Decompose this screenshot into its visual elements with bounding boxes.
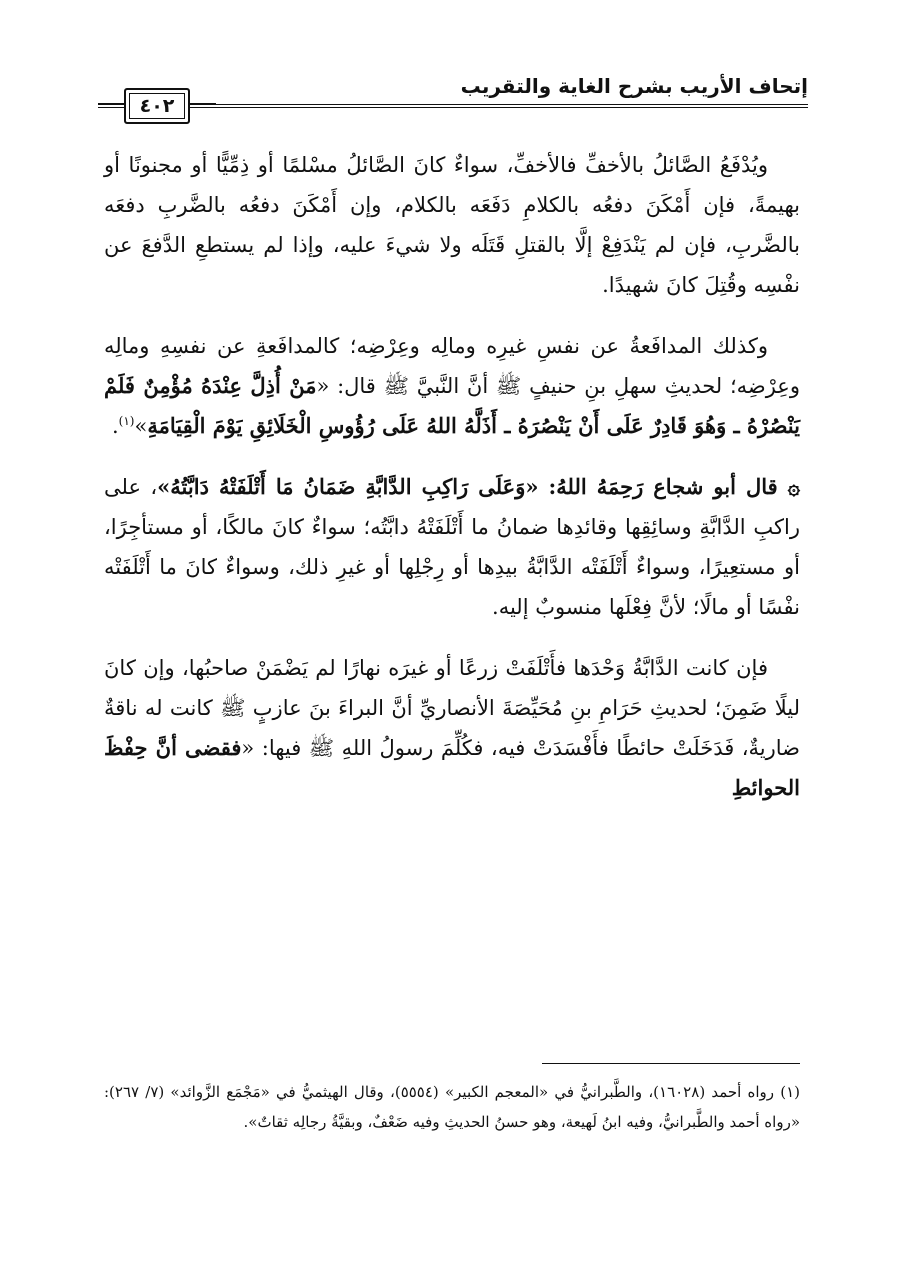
text-segment: وكذلك المدافَعةُ عن نفسِ غيرِه ومالِه وعِرْضِه؛ كالمدافَعةِ عن نفسِهِ ومالِه وعِرْضِه؛ لحديثِ سهلِ بنِ حنيفٍ ﷺ أنَّ النَّبيَّ ﷺ قال: « <box>104 334 800 398</box>
text-segment: فإن كانت الدَّابَّةُ وَحْدَها فأَتْلَفَتْ زرعًا أو غيرَه نهارًا لم يَضْمَنْ صاحبُها، وإن كانَ ليلًا ضَمِنَ؛ لحديثِ حَرَامِ بنِ مُحَيِّصَةَ الأنصاريِّ أنَّ البراءَ بنَ عازبٍ ﷺ كانت له ناقةٌ ضاريةٌ، فَدَخَلَتْ حائطًا فأَفْسَدَتْ فيه، فكُلِّمَ رسولُ اللهِ ﷺ فيها: « <box>104 656 801 760</box>
running-header <box>98 72 808 128</box>
footnote-ref[interactable]: (١) <box>118 414 135 428</box>
paragraph-4 <box>104 648 800 808</box>
footnotes <box>104 1077 800 1137</box>
paragraph-3 <box>104 467 800 627</box>
text-segment: ، على راكبِ الدَّابَّةِ وسائِقِها وقائدِها ضمانُ ما أَتْلَفَتْهُ دابَّتُه؛ سواءٌ كانَ مالكًا، أو مستأجِرًا، أو مستعِيرًا، وسواءٌ أَتْلَفَتْه الدَّابَّةُ بيدِها أو رِجْلِها أو غيرِ ذلك، وسواءٌ كانَ ما أَتْلَفَتْه نفْسًا أو مالًا؛ لأنَّ فِعْلَها منسوبٌ إليه. <box>104 475 800 619</box>
text-segment: . <box>111 414 119 438</box>
footnote-separator <box>542 1063 800 1064</box>
paragraph-2 <box>104 326 800 446</box>
badge-line-right <box>190 103 216 105</box>
hadith-text: مَنْ أُذِلَّ عِنْدَهُ مُؤْمِنٌ فَلَمْ يَنْصُرْهُ ـ وَهُوَ قَادِرٌ عَلَى أَنْ يَنْصُرَهُ ـ أَذَلَّهُ اللهُ عَلَى رُؤُوسِ الْخَلَائِقِ يَوْمَ الْقِيَامَةِ <box>104 373 800 438</box>
badge-line-left <box>98 103 124 105</box>
main-text <box>104 145 800 829</box>
page-number-badge <box>98 86 216 126</box>
paragraph-1 <box>104 145 800 305</box>
page-number: ٤٠٢ <box>124 88 190 124</box>
hadith-text: فقضى أنَّ حِفْظَ الحوائطِ <box>104 735 800 800</box>
text-segment: ويُدْفَعُ الصَّائلُ بالأخفِّ فالأخفِّ، سواءٌ كانَ الصَّائلُ مسْلمًا أو ذِمِّيًّا أو مجنونًا أو بهيمةً، فإن أَمْكَنَ دفعُه بالكلامِ دَفَعَه بالكلام، وإن أَمْكَنَ دفعُه بالضَّربِ دفعَه بالضَّربِ، فإن لم يَنْدَفِعْ إلَّا بالقتلِ قَتَلَه ولا شيءَ عليه، وإذا لم يستطعِ الدَّفعَ عن نفْسِه وقُتِلَ كانَ شهيدًا. <box>104 153 800 297</box>
footnote-1: (١) رواه أحمد (١٦٠٢٨)، والطَّبرانيُّ في «المعجم الكبير» (٥٥٥٤)، وقال الهيثميُّ في «مَجْمَع الزَّوائد» (٧/ ٢٦٧): «رواه أحمد والطَّبرانيُّ، وفيه ابنُ لَهيعة، وهو حسنُ الحديثِ وفيه ضَعْفٌ، وبقيَّةُ رجالِه ثقاتٌ». <box>104 1083 800 1131</box>
matn-quote: ۞ قال أبو شجاع رَحِمَهُ اللهُ: «وَعَلَى رَاكِبِ الدَّابَّةِ ضَمَانُ مَا أَتْلَفَتْهُ دَابَّتُهُ» <box>157 474 800 499</box>
book-title: إتحاف الأريب بشرح الغاية والتقريب <box>460 74 808 98</box>
text-segment: » <box>134 414 148 438</box>
